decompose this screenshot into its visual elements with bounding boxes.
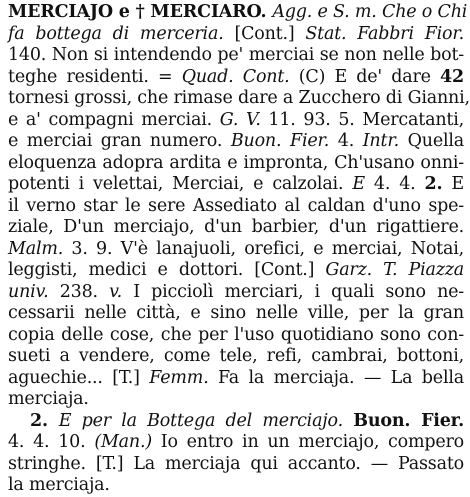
text-segment: Buon. Fier. <box>353 410 464 431</box>
text-segment: e a' compagni merciai. <box>8 109 220 130</box>
text-line <box>8 259 464 282</box>
text-line <box>8 1 468 24</box>
text-segment: leggisti, medici e dottori. [Cont.] <box>8 260 326 280</box>
text-segment: copia delle cose, che per l'uso quotidiano sono con- <box>8 324 464 345</box>
text-line <box>8 23 464 46</box>
text-line <box>8 238 464 261</box>
text-segment: 3. 9. V'è lanajuoli, orefici, e merciai, Notai, <box>63 238 464 259</box>
text-segment: Quad. Cont. <box>181 66 290 87</box>
text-segment: 11. 93. 5. Mercatanti, <box>260 109 464 130</box>
text-segment: tornesi grossi, che rimase dare a Zucchero di Gianni, <box>8 88 470 108</box>
text-segment: stringhe. [T.] La merciaja qui accanto. — Passato <box>8 453 464 474</box>
text-segment: Fa la merciaja. — La bella <box>208 367 464 388</box>
text-segment: MERCIAJO e † MERCIARO. <box>8 2 273 22</box>
text-line <box>8 388 89 411</box>
text-segment: teghe residenti. = <box>8 66 182 87</box>
text-segment: 4. 4. <box>364 174 425 194</box>
text-segment: 42 <box>440 66 464 87</box>
text-line <box>8 281 464 304</box>
text-segment: 4. 4. 10. <box>8 432 95 452</box>
text-line <box>8 109 464 132</box>
text-segment: sueti a vendere, come tele, refi, cambrai, bottoni, <box>8 346 464 366</box>
text-segment: E per la Bottega del merciajo. <box>58 410 354 431</box>
text-segment: 2. <box>424 174 443 194</box>
text-segment: potenti i velettai, Merciai, e calzolai. <box>8 174 353 194</box>
text-segment: Io entro in un merciajo, compero <box>151 432 464 452</box>
text-segment: 4. <box>329 131 363 151</box>
text-segment: Intr. <box>362 131 399 151</box>
text-line <box>8 474 110 497</box>
text-segment: (C) E de' dare <box>289 66 441 87</box>
text-line <box>8 152 464 175</box>
text-segment: Femm. <box>149 367 209 388</box>
text-segment: [Cont.] <box>234 23 306 44</box>
text-segment: Buon. Fier. <box>230 131 330 151</box>
text-segment: il verno star le sere Assediato al caldan d'uno spe- <box>8 195 464 216</box>
text-line <box>8 195 464 218</box>
text-segment: e merciai gran numero. <box>8 131 231 151</box>
text-segment: G. V. <box>219 109 261 130</box>
text-segment: (Man.) <box>94 432 152 452</box>
text-line <box>8 173 464 196</box>
text-segment: eloquenza adopra ardita e impronta, Ch'usano onni- <box>8 152 464 173</box>
text-line <box>8 345 464 368</box>
text-segment: merciaja. <box>8 389 89 409</box>
text-segment: Agg. e S. m. Che o Chi <box>272 2 468 22</box>
text-segment: 238. <box>48 281 110 302</box>
text-segment: E <box>442 174 465 194</box>
text-segment: v. <box>109 281 123 302</box>
text-segment: Garz. T. Piazza <box>325 260 464 280</box>
text-segment: Stat. Fabbri Fior. <box>305 23 464 44</box>
text-segment: E <box>352 174 365 194</box>
text-segment: cessarii nelle città, e sino nelle ville, per la gran <box>8 303 464 323</box>
text-line <box>8 44 464 67</box>
text-segment: 140. Non si intendendo pe' merciai se non nelle bot- <box>8 45 464 65</box>
text-segment: univ. <box>8 281 49 302</box>
text-segment: aguechie... [T.] <box>8 367 150 388</box>
text-segment: 2. <box>30 410 59 431</box>
text-line <box>8 302 464 325</box>
text-line <box>8 130 464 153</box>
text-segment: I picciolì merciari, i quali sono ne- <box>122 281 465 302</box>
text-segment: la merciaja. <box>8 475 110 495</box>
text-line <box>8 453 464 476</box>
text-line <box>8 324 464 347</box>
text-line <box>8 431 464 454</box>
text-segment: ziale, D'un merciajo, d'un barbier, d'un rigattiere. <box>8 217 464 237</box>
text-line <box>8 216 464 239</box>
text-segment: Quella <box>398 131 465 151</box>
text-line <box>8 66 464 89</box>
text-line <box>8 87 470 110</box>
text-segment: Malm. <box>8 238 64 259</box>
text-line <box>8 367 464 390</box>
text-segment: fa bottega di merceria. <box>8 23 235 44</box>
text-line <box>30 410 464 433</box>
